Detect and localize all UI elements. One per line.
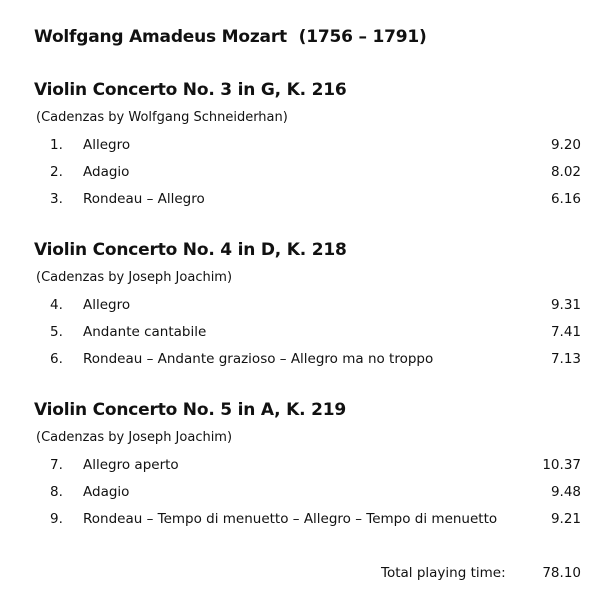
track-duration: 7.41 [550,324,581,340]
track-row [0,457,599,477]
track-row [0,164,599,184]
track-duration: 9.20 [550,137,581,153]
composer-heading [34,27,427,47]
track-number: 2. [50,164,63,180]
track-title: Rondeau – Tempo di menuetto – Allegro – Tempo di menuetto [83,511,498,527]
total-time: 78.10 [542,565,581,581]
track-row [0,191,599,211]
composer-dates: (1756 – 1791) [298,27,427,47]
track-duration: 9.31 [550,297,581,313]
track-row [0,351,599,371]
track-duration: 9.48 [550,484,581,500]
track-title: Allegro [83,297,131,313]
track-number: 3. [50,191,63,207]
concerto-title: Violin Concerto No. 3 in G, K. 216 [34,80,347,100]
track-title: Andante cantabile [83,324,207,340]
cadenza-credit: (Cadenzas by Wolfgang Schneiderhan) [36,110,288,125]
track-title: Allegro [83,137,131,153]
track-number: 8. [50,484,63,500]
composer-name: Wolfgang Amadeus Mozart [34,27,287,47]
track-duration: 9.21 [550,511,581,527]
track-title: Rondeau – Allegro [83,191,205,207]
track-number: 6. [50,351,63,367]
concerto-title: Violin Concerto No. 5 in A, K. 219 [34,400,346,420]
concerto-title: Violin Concerto No. 4 in D, K. 218 [34,240,347,260]
track-number: 9. [50,511,63,527]
track-row [0,484,599,504]
track-number: 1. [50,137,63,153]
total-label: Total playing time: [381,565,506,581]
track-number: 4. [50,297,63,313]
track-title: Adagio [83,484,130,500]
track-row [0,297,599,317]
track-row [0,137,599,157]
cadenza-credit: (Cadenzas by Joseph Joachim) [36,270,233,285]
track-number: 5. [50,324,63,340]
track-duration: 10.37 [542,457,581,473]
track-duration: 8.02 [550,164,581,180]
cadenza-credit: (Cadenzas by Joseph Joachim) [36,430,233,445]
track-number: 7. [50,457,63,473]
track-title: Adagio [83,164,130,180]
track-duration: 6.16 [550,191,581,207]
track-row [0,324,599,344]
track-title: Allegro aperto [83,457,179,473]
track-duration: 7.13 [550,351,581,367]
track-title: Rondeau – Andante grazioso – Allegro ma no troppo [83,351,434,367]
track-row [0,511,599,531]
